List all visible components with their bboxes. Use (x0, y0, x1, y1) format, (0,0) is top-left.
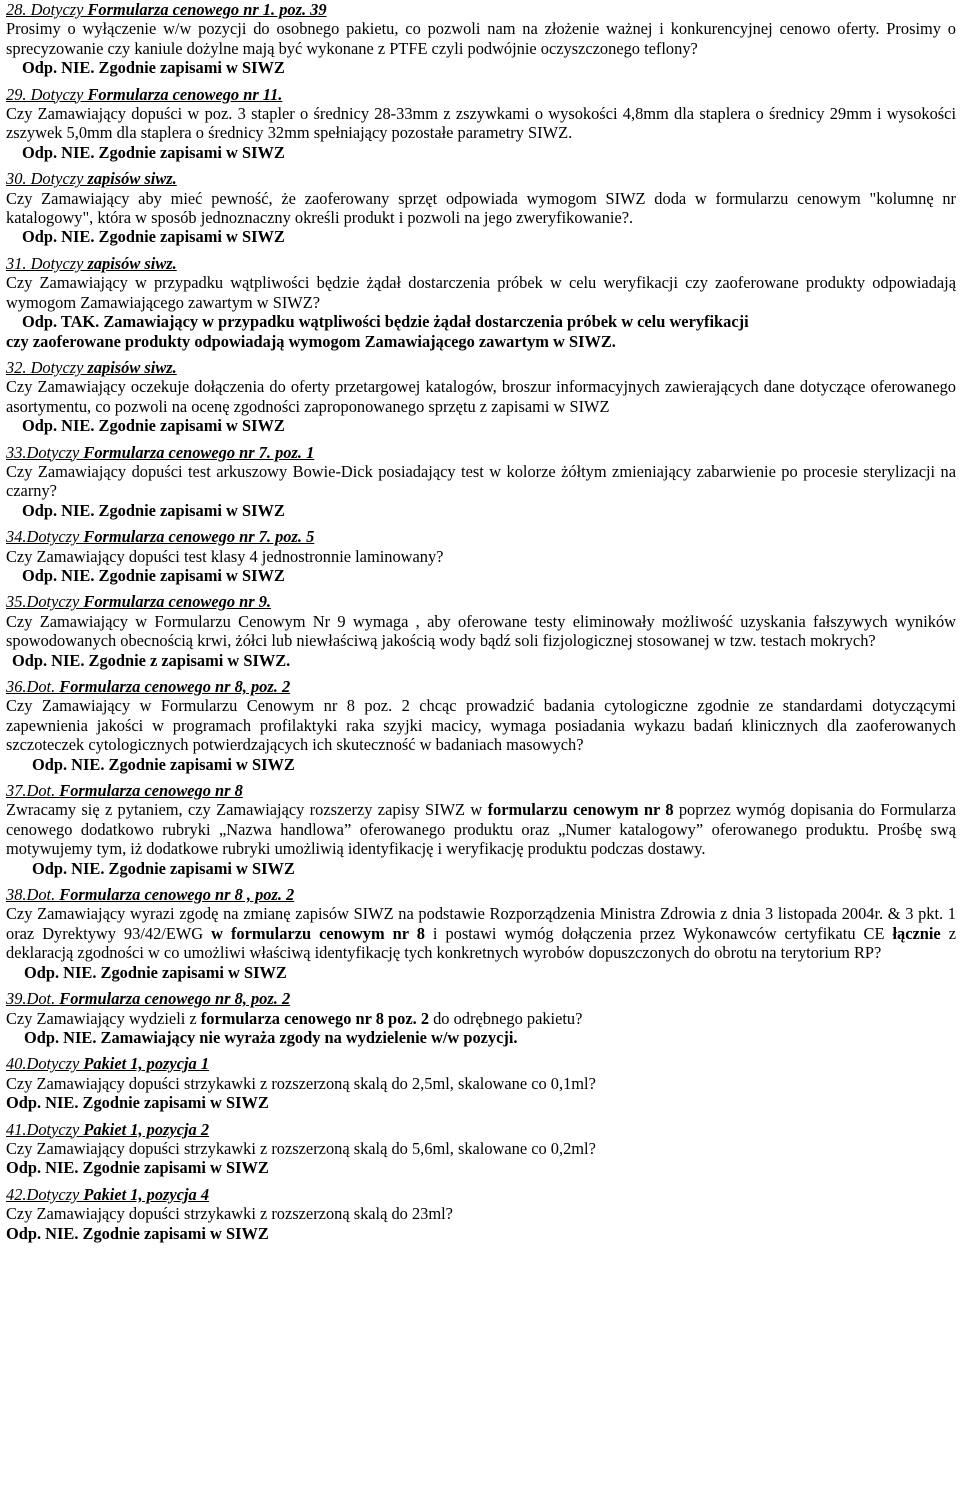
item-36 (6, 677, 956, 774)
item-28 (6, 0, 956, 78)
question-emphasis: formularzu cenowym nr 8 (487, 800, 674, 820)
item-heading (6, 885, 956, 904)
answer-text: Odp. NIE. Zgodnie zapisami w SIWZ (22, 500, 285, 520)
question-part: Czy Zamawiający wyrazi zgodę na zmianę zapisów SIWZ na podstawie Rozporządzenia Ministra Zdrowia z dnia 3 listopada 2004r. & 3 pkt. 1 oraz Dyrektywy 93/42/EWG (6, 904, 956, 943)
item-33 (6, 443, 956, 521)
item-heading (6, 358, 956, 377)
heading-subject: Formularza cenowego nr 1. poz. 39 (87, 0, 327, 19)
question-text: Czy Zamawiający w Formularzu Cenowym nr 8 poz. 2 chcąc prowadzić badania cytologiczne zgodnie ze standardami dotyczącymi zapewnienia jakości w programach profilaktyki raka szyjki macicy, wymaga posiadania wykazu badań klinicznych dla zaoferowanych szczoteczek cytologicznych potwierdzających ich skuteczność w badaniach masowych? (6, 696, 956, 755)
answer-text: Odp. NIE. Zgodnie zapisami w SIWZ (32, 858, 295, 878)
answer-text: Odp. NIE. Zgodnie zapisami w SIWZ (22, 416, 285, 436)
question-text: Czy Zamawiający dopuści w poz. 3 stapler o średnicy 28-33mm z zszywkami o wysokości 4,8mm dla staplera o średnicy 29mm i wysokości zszywek 5,0mm dla staplera o średnicy 32mm spełniający pozostałe parametry SIWZ. (6, 104, 956, 143)
heading-subject: zapisów siwz. (87, 169, 177, 189)
item-37 (6, 781, 956, 878)
item-41 (6, 1120, 956, 1178)
heading-subject: Formularza cenowego nr 9. (83, 592, 272, 612)
heading-number: 34.Dotyczy (6, 527, 84, 547)
item-34 (6, 527, 956, 585)
item-30 (6, 169, 956, 247)
item-heading (6, 592, 956, 611)
heading-number: 29. Dotyczy (6, 84, 88, 104)
answer-text: Odp. NIE. Zgodnie zapisami w SIWZ (24, 962, 287, 982)
answer-text: Odp. NIE. Zgodnie zapisami w SIWZ (6, 1158, 269, 1178)
item-heading (6, 0, 956, 19)
answer-text: Odp. NIE. Zgodnie zapisami w SIWZ (6, 1093, 269, 1113)
answer-text: Odp. NIE. Zgodnie zapisami w SIWZ (22, 58, 285, 78)
question-text: Czy Zamawiający dopuści strzykawki z rozszerzoną skalą do 23ml? (6, 1204, 453, 1224)
heading-number: 38.Dot. (6, 885, 60, 905)
question-emphasis: w formularzu cenowym nr 8 (211, 923, 425, 943)
answer-text-line1: Odp. TAK. Zamawiający w przypadku wątpliwości będzie żądał dostarczenia próbek w celu weryfikacji (22, 312, 749, 332)
heading-subject: Formularza cenowego nr 11. (87, 84, 283, 104)
answer-text: Odp. NIE. Zamawiający nie wyraża zgody na wydzielenie w/w pozycji. (24, 1027, 518, 1047)
heading-number: 37.Dot. (6, 781, 60, 801)
answer-text: Odp. NIE. Zgodnie zapisami w SIWZ (6, 1223, 269, 1243)
item-35 (6, 592, 956, 670)
heading-subject: Formularza cenowego nr 8 (59, 781, 243, 801)
heading-number: 30. Dotyczy (6, 169, 88, 189)
question-text: Czy Zamawiający oczekuje dołączenia do oferty przetargowej katalogów, broszur informacyjnych zawierających dane dotyczące oferowanego asortymentu, co pozwoli na ocenę zgodności zaproponowanego sprzętu z zapisami w SIWZ (6, 377, 956, 416)
heading-subject: Pakiet 1, pozycja 4 (83, 1184, 210, 1204)
answer-text: Odp. NIE. Zgodnie zapisami w SIWZ (22, 142, 285, 162)
heading-subject: Formularza cenowego nr 8 , poz. 2 (59, 885, 295, 905)
item-heading (6, 527, 956, 546)
item-31 (6, 254, 956, 351)
question-text: Prosimy o wyłączenie w/w pozycji do osobnego pakietu, co pozwoli nam na złożenie ważnej i konkurencyjnej cenowo oferty. Prosimy o sprecyzowanie czy kaniule dożylne mają być wykonane z PTFE czyli podwójnie oczyszczonego teflony? (6, 19, 956, 58)
heading-subject: zapisów siwz. (87, 357, 177, 377)
heading-subject: Formularza cenowego nr 7. poz. 1 (83, 442, 315, 462)
heading-number: 36.Dot. (6, 677, 60, 696)
question-part: do odrębnego pakietu? (429, 1008, 583, 1028)
item-heading (6, 781, 956, 800)
question-text: Czy Zamawiający w przypadku wątpliwości będzie żądał dostarczenia próbek w celu weryfikacji czy zaoferowane produkty odpowiadają wymogom Zamawiającego zawartym w SIWZ? (6, 273, 956, 312)
heading-number: 41.Dotyczy (6, 1119, 84, 1139)
heading-number: 32. Dotyczy (6, 357, 88, 377)
question-text: Czy Zamawiający aby mieć pewność, że zaoferowany sprzęt odpowiada wymogom SIWZ doda w formularzu cenowym "kolumnę nr katalogowy", która w sposób jednoznaczny określi produkt i pozwoli na jego zweryfikowanie?. (6, 188, 956, 228)
item-38 (6, 885, 956, 982)
answer-text: Odp. NIE. Zgodnie zapisami w SIWZ (32, 754, 295, 774)
heading-number: 31. Dotyczy (6, 253, 88, 273)
question-part: i postawi wymóg dołączenia przez Wykonawców certyfikatu CE (424, 923, 893, 943)
heading-number: 28. Dotyczy (6, 0, 88, 19)
item-heading (6, 254, 956, 273)
heading-number: 35.Dotyczy (6, 592, 84, 612)
item-heading (6, 989, 956, 1008)
question-part: z deklaracją zgodności w co umożliwi właściwą identyfikację tych konkretnych wyrobów dopuszczonych do obrotu na terytorium RP? (6, 923, 956, 963)
item-heading (6, 85, 956, 104)
item-29 (6, 85, 956, 163)
item-heading (6, 677, 956, 696)
question-text: Czy Zamawiający dopuści test klasy 4 jednostronnie laminowany? (6, 546, 444, 566)
item-32 (6, 358, 956, 436)
heading-number: 39.Dot. (6, 989, 60, 1009)
question-text (6, 1009, 956, 1028)
question-emphasis: formularza cenowego nr 8 poz. 2 (200, 1008, 430, 1028)
question-part: Czy Zamawiający wydzieli z (6, 1008, 201, 1028)
answer-text-line2: czy zaoferowane produkty odpowiadają wymogom Zamawiającego zawartym w SIWZ. (6, 331, 616, 351)
item-heading (6, 169, 956, 188)
heading-subject: zapisów siwz. (87, 253, 177, 273)
question-text: Czy Zamawiający dopuści strzykawki z rozszerzoną skalą do 2,5ml, skalowane co 0,1ml? (6, 1073, 596, 1093)
item-39 (6, 989, 956, 1047)
heading-subject: Formularza cenowego nr 8, poz. 2 (59, 989, 291, 1009)
answer-text: Odp. NIE. Zgodnie zapisami w SIWZ (22, 227, 285, 247)
question-text: Czy Zamawiający dopuści strzykawki z rozszerzoną skalą do 5,6ml, skalowane co 0,2ml? (6, 1138, 596, 1158)
item-heading (6, 1120, 956, 1139)
question-text (6, 800, 956, 858)
question-part: poprzez wymóg dopisania do Formularza cenowego dodatkowo rubryki „Nazwa handlowa” oferowanego produktu oraz „Numer katalogowy” oferowanego produktu. Prośbę swą motywujemy tym, iż dodatkowe rubryki umożliwią identyfikację i weryfikację produktu podczas dostawy. (6, 800, 956, 859)
question-text: Czy Zamawiający dopuści test arkuszowy Bowie-Dick posiadający test w kolorze żółtym zmieniający zabarwienie po procesie sterylizacji na czarny? (6, 461, 956, 501)
question-emphasis: łącznie (892, 923, 941, 943)
question-part: Zwracamy się z pytaniem, czy Zamawiający rozszerzy zapisy SIWZ w (6, 800, 488, 820)
heading-subject: Pakiet 1, pozycja 2 (83, 1119, 210, 1139)
answer-text: Odp. NIE. Zgodnie zapisami w SIWZ (22, 565, 285, 585)
question-text (6, 904, 956, 962)
item-heading (6, 1185, 956, 1204)
heading-subject: Formularza cenowego nr 7. poz. 5 (83, 527, 315, 547)
item-40 (6, 1054, 956, 1112)
heading-subject: Formularza cenowego nr 8, poz. 2 (59, 677, 291, 696)
answer-text: Odp. NIE. Zgodnie z zapisami w SIWZ. (12, 650, 291, 670)
item-heading (6, 443, 956, 462)
heading-number: 42.Dotyczy (6, 1184, 84, 1204)
heading-subject: Pakiet 1, pozycja 1 (83, 1054, 210, 1074)
item-heading (6, 1054, 956, 1073)
question-text: Czy Zamawiający w Formularzu Cenowym Nr 9 wymaga , aby oferowane testy eliminowały możliwość uzyskania fałszywych wyników spowodowanych obecnością krwi, żółci lub niewłaściwą jakością wody bądź soli fizjologicznej stosowanej w tzw. testach mokrych? (6, 611, 956, 651)
item-42 (6, 1185, 956, 1243)
heading-number: 40.Dotyczy (6, 1054, 84, 1074)
heading-number: 33.Dotyczy (6, 442, 84, 462)
